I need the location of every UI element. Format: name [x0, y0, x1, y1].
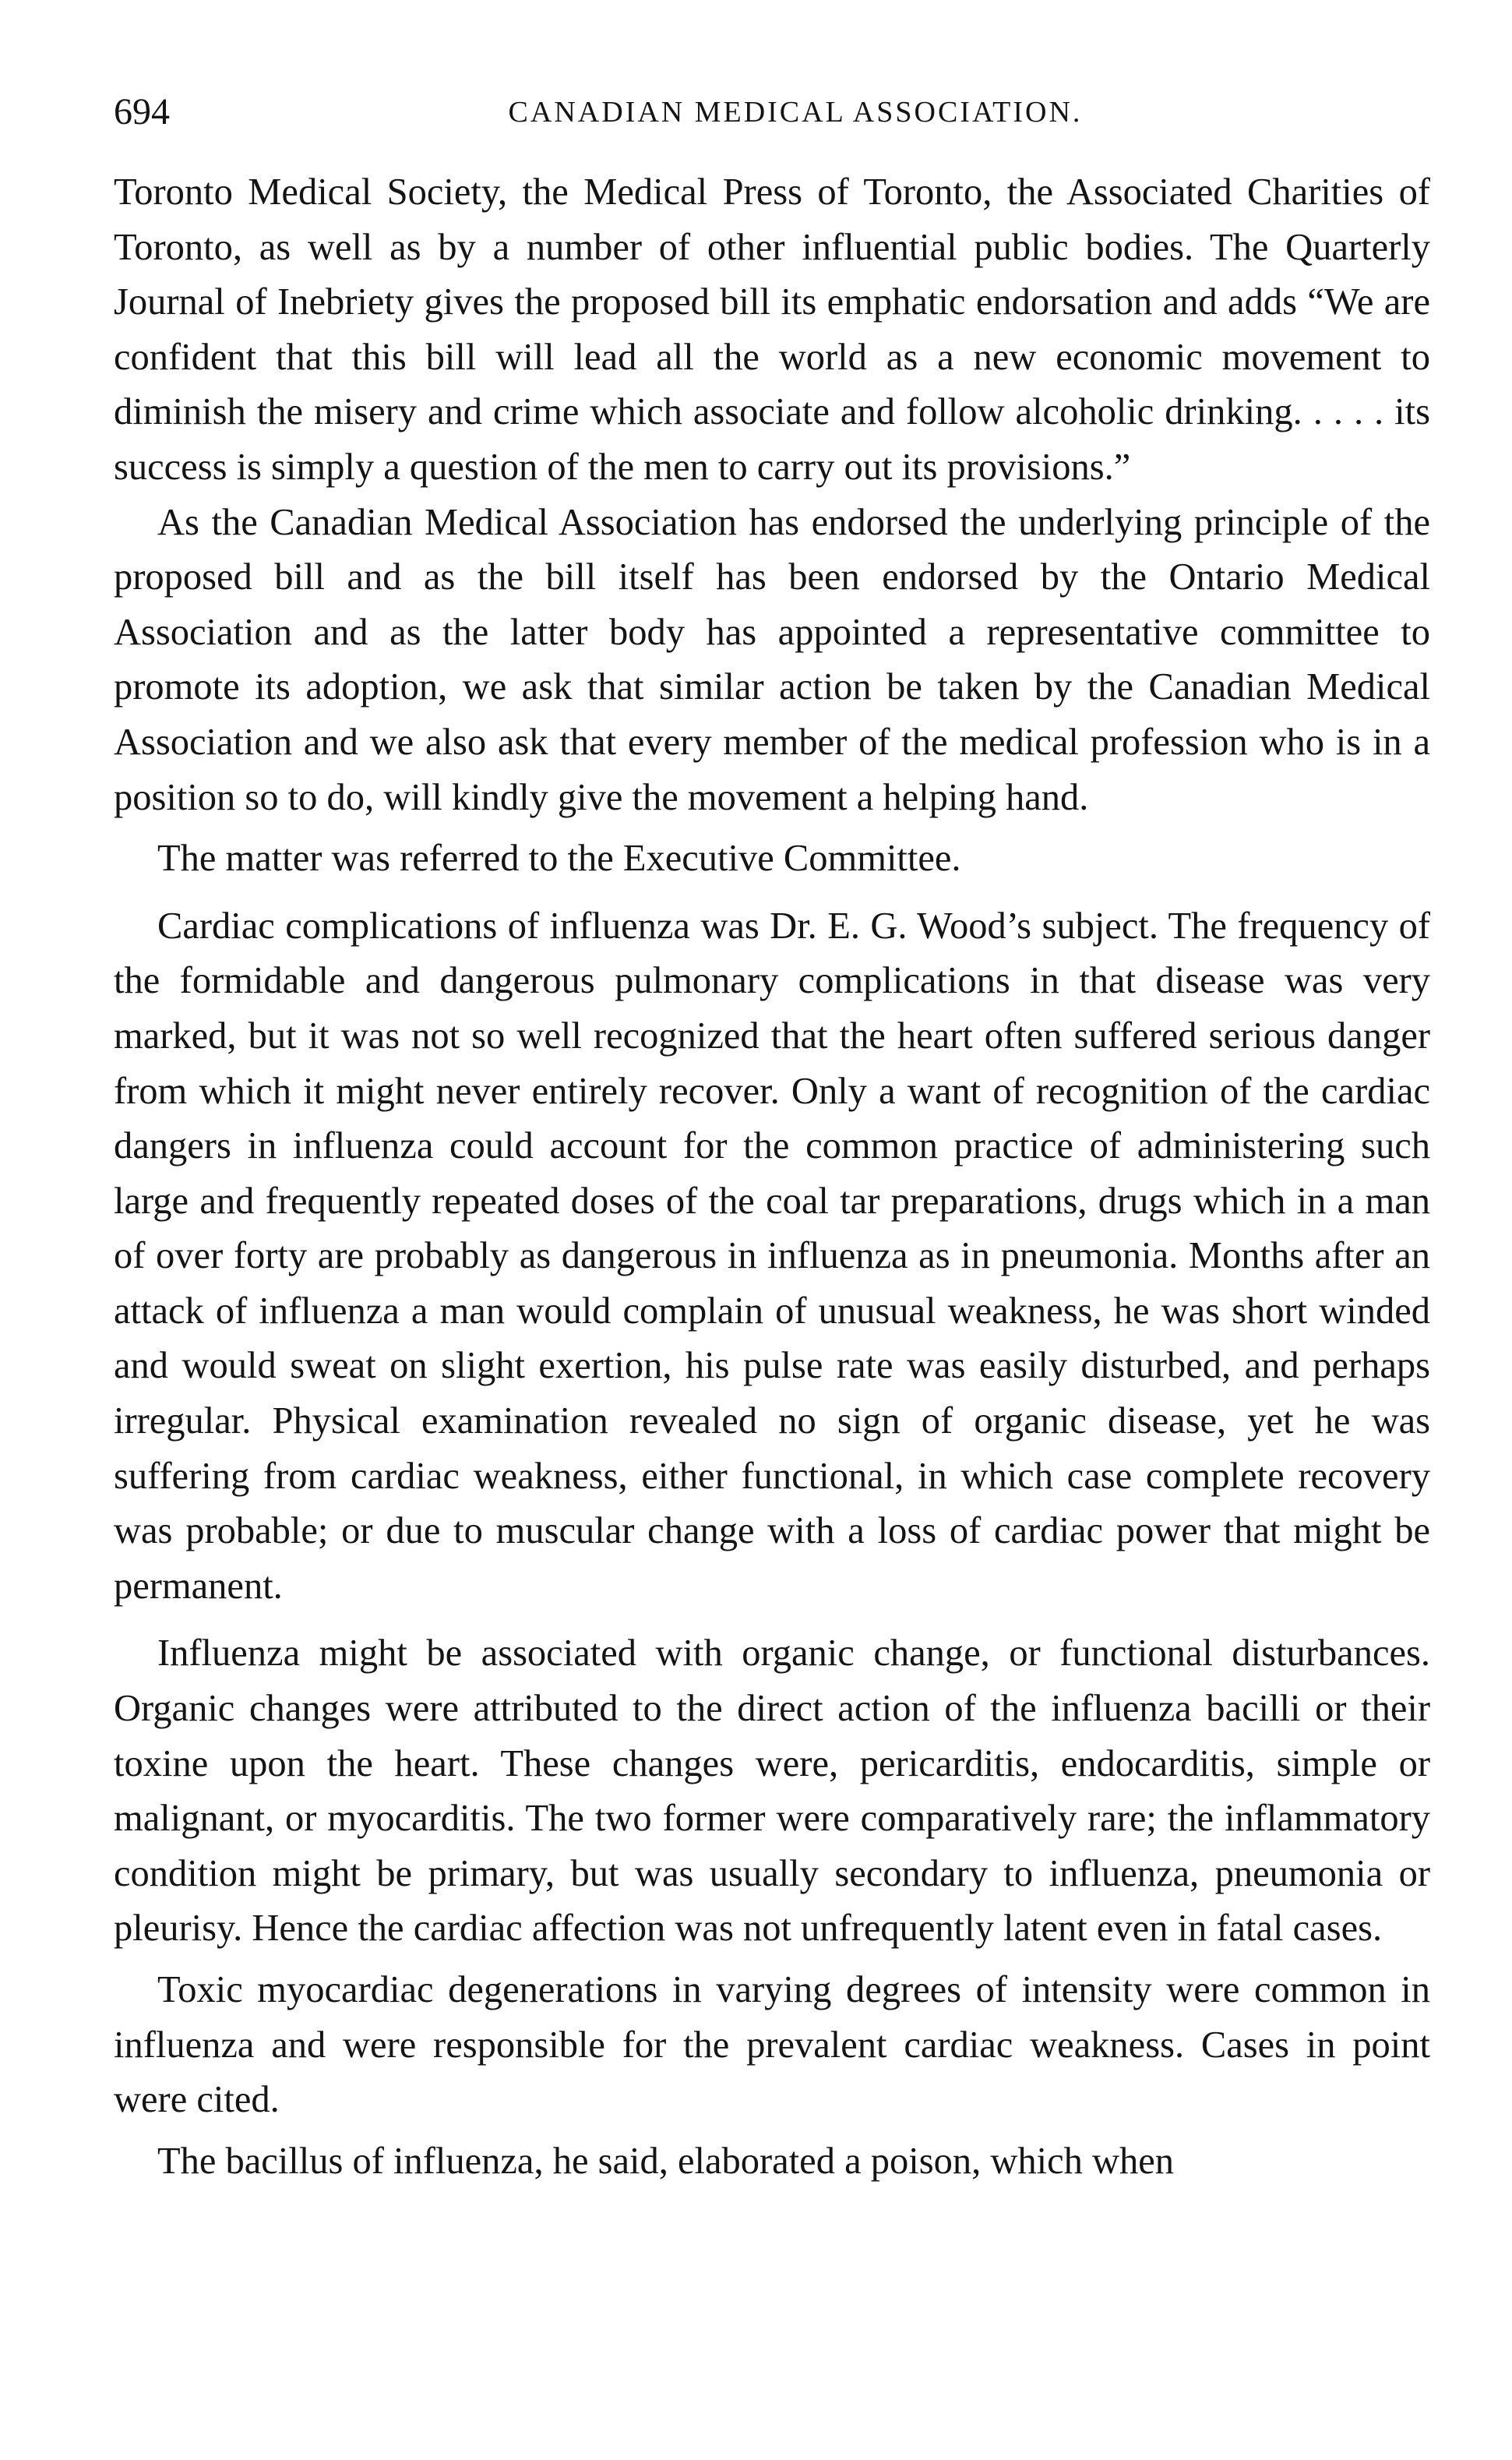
paragraph-toxic-myocardiac: Toxic myocardiac degenerations in varying degrees of intensity were common in influenza and were responsible for the prevalent cardiac weakness. Cases in point were cited. [114, 1969, 1430, 2121]
paragraph-bacillus: The bacillus of influenza, he said, elaborated a poison, which when [157, 2140, 1175, 2182]
running-head [114, 87, 1430, 137]
paragraph-endorsement-request: As the Canadian Medical Association has endorsed the underlying principle of the proposed bill and as the bill itself has been endorsed by the Ontario Medical Association and as the latter body has appointed a representative committee to promote its adoption, we ask that similar action be taken by the Canadian Medical Association and we also ask that every member of the medical profession who is in a position so to do, will kindly give the movement a helping hand. [114, 501, 1430, 818]
body-text [114, 165, 1430, 2189]
paragraph-organic-change: Influenza might be associated with organic change, or functional disturbances. Organic changes were attributed to the direct action of the influenza bacilli or their toxine upon the heart. These changes were, pericarditis, endocarditis, simple or malignant, or myocarditis. The two former were comparatively rare; the inflammatory condition might be primary, but was usually secondary to influenza, pneumonia or pleurisy. Hence the cardiac affection was not unfrequently latent even in fatal cases. [114, 1632, 1430, 1950]
running-head-title: CANADIAN MEDICAL ASSOCIATION. [508, 96, 1083, 129]
paragraph-cardiac-complications: Cardiac complications of influenza was Dr. E. G. Wood’s subject. The frequency of the formidable and dangerous pulmonary complications in that disease was very marked, but it was not so well recognized that the heart often suffered serious danger from which it might never entirely recover. Only a want of recognition of the cardiac dangers in influenza could account for the common practice of administering such large and frequently repeated doses of the coal tar preparations, drugs which in a man of over forty are probably as dangerous in influenza as in pneumonia. Months after an attack of influenza a man would complain of unusual weakness, he was short winded and would sweat on slight exertion, his pulse rate was easily disturbed, and perhaps irregular. Physical examination revealed no sign of organic disease, yet he was suffering from cardiac weakness, either functional, in which case complete recovery was probable; or due to muscular change with a loss of cardiac power that might be permanent. [114, 905, 1430, 1607]
page-number: 694 [114, 91, 170, 132]
paragraph-continued: Toronto Medical Society, the Medical Press of Toronto, the Associated Charities of Toronto, as well as by a number of other influential public bodies. The Quarterly Journal of Inebriety gives the proposed bill its emphatic endorsation and adds “We are confident that this bill will lead all the world as a new economic movement to diminish the misery and crime which associate and follow alcoholic drinking. . . . . its success is simply a question of the men to carry out its provisions.” [114, 171, 1430, 488]
paragraph-referral: The matter was referred to the Executive Committee. [157, 838, 961, 880]
